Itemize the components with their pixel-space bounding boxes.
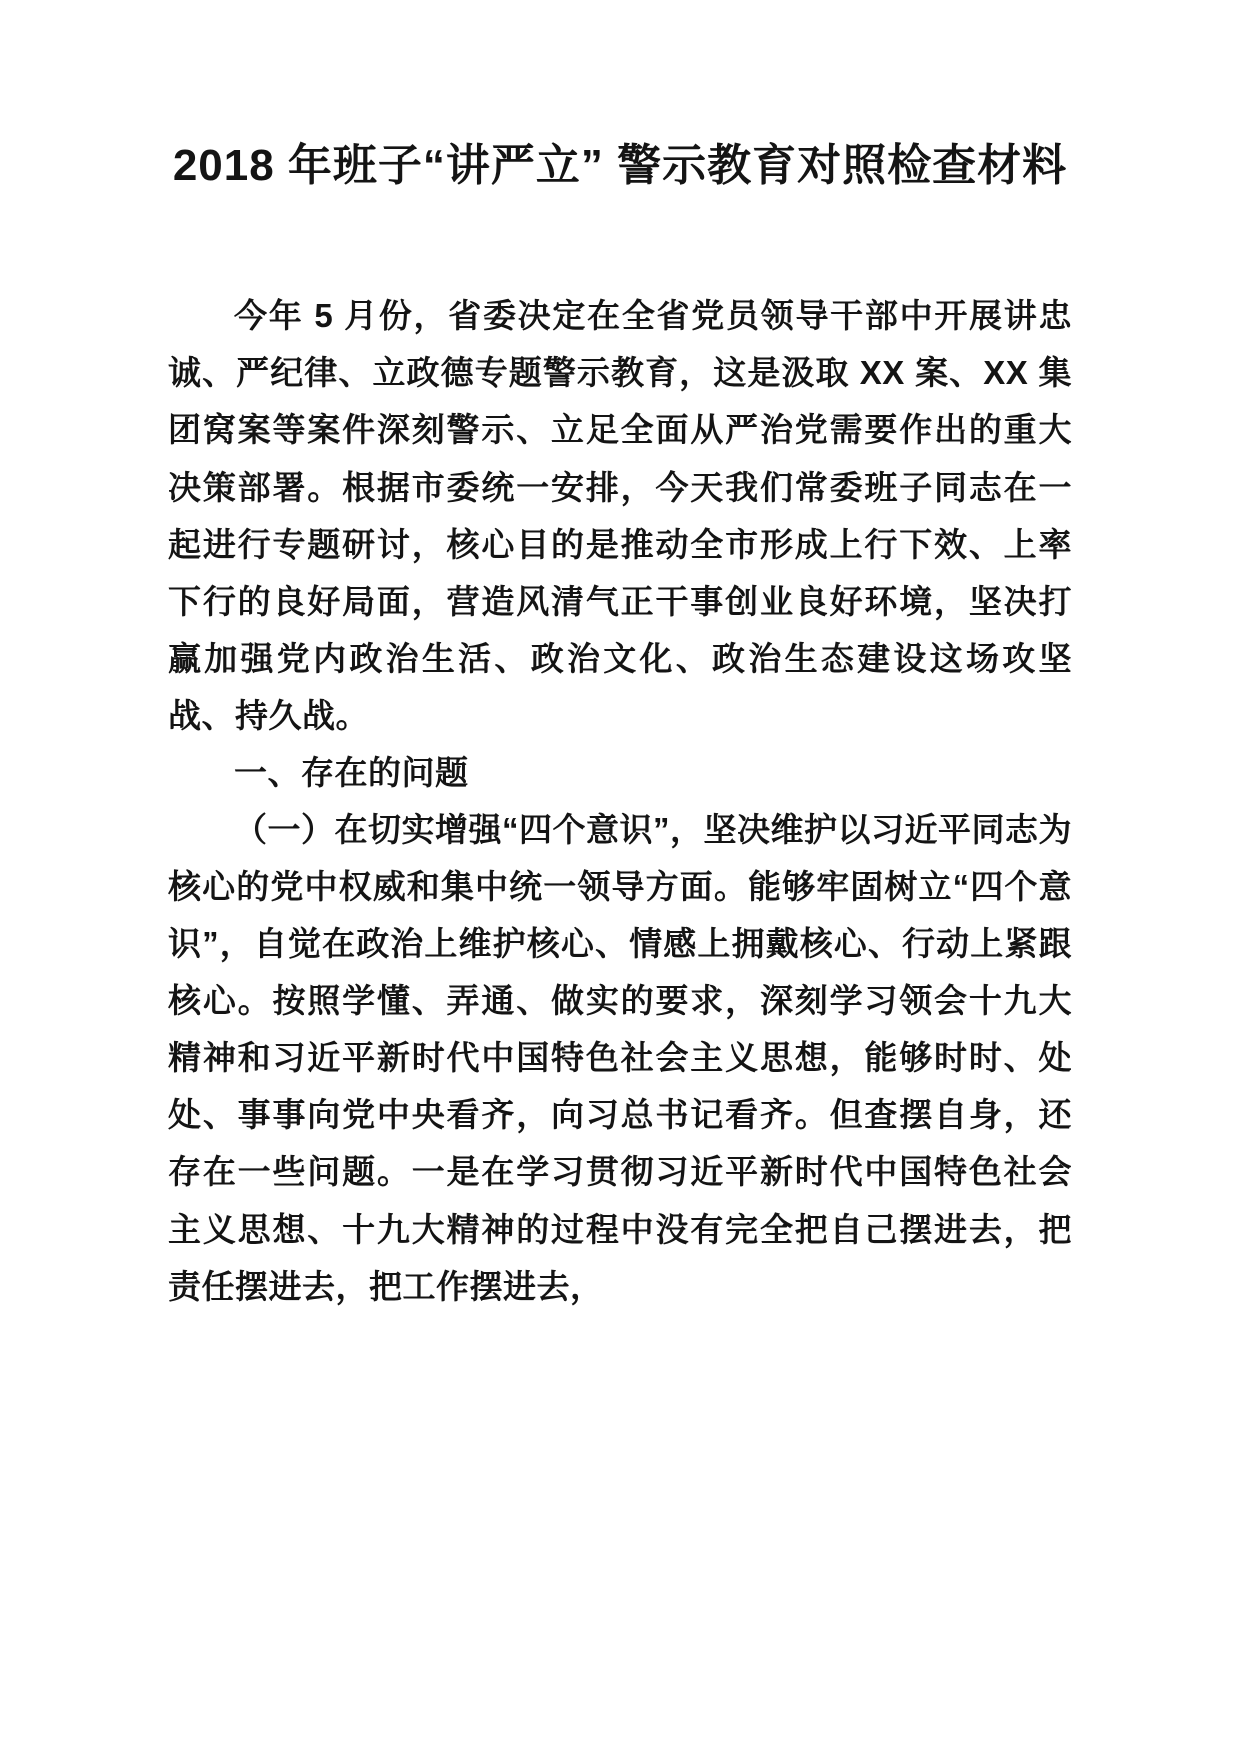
section-heading-problems: 一、存在的问题 <box>234 753 469 791</box>
paragraph-intro: 今年 5 月份，省委决定在全省党员领导干部中开展讲忠诚、严纪律、立政德专题警示教育，这是汲取 XX 案、XX 集团窝案等案件深刻警示、立足全面从严治党需要作出的重大决策部署。根据市委统一安排，今天我们常委班子同志在一起进行专题研讨，核心目的是推动全市形成上行下效、上率下行的良好局面，营造风清气正干事创业良好环境，坚决打赢加强党内政治生活、政治文化、政治生态建设这场攻坚战、持久战。 <box>168 297 1072 734</box>
document-body <box>168 287 1072 1314</box>
document-title: 2018 年班子“讲严立” 警示教育对照检查材料 <box>172 141 1068 190</box>
paragraph-problems-detail: （一）在切实增强“四个意识”，坚决维护以习近平同志为核心的党中权威和集中统一领导方面。能够牢固树立“四个意识”，自觉在政治上维护核心、情感上拥戴核心、行动上紧跟核心。按照学懂、弄通、做实的要求，深刻学习领会十九大精神和习近平新时代中国特色社会主义思想，能够时时、处处、事事向党中央看齐，向习总书记看齐。但查摆自身，还存在一些问题。一是在学习贯彻习近平新时代中国特色社会主义思想、十九大精神的过程中没有完全把自己摆进去，把责任摆进去，把工作摆进去， <box>168 810 1072 1305</box>
